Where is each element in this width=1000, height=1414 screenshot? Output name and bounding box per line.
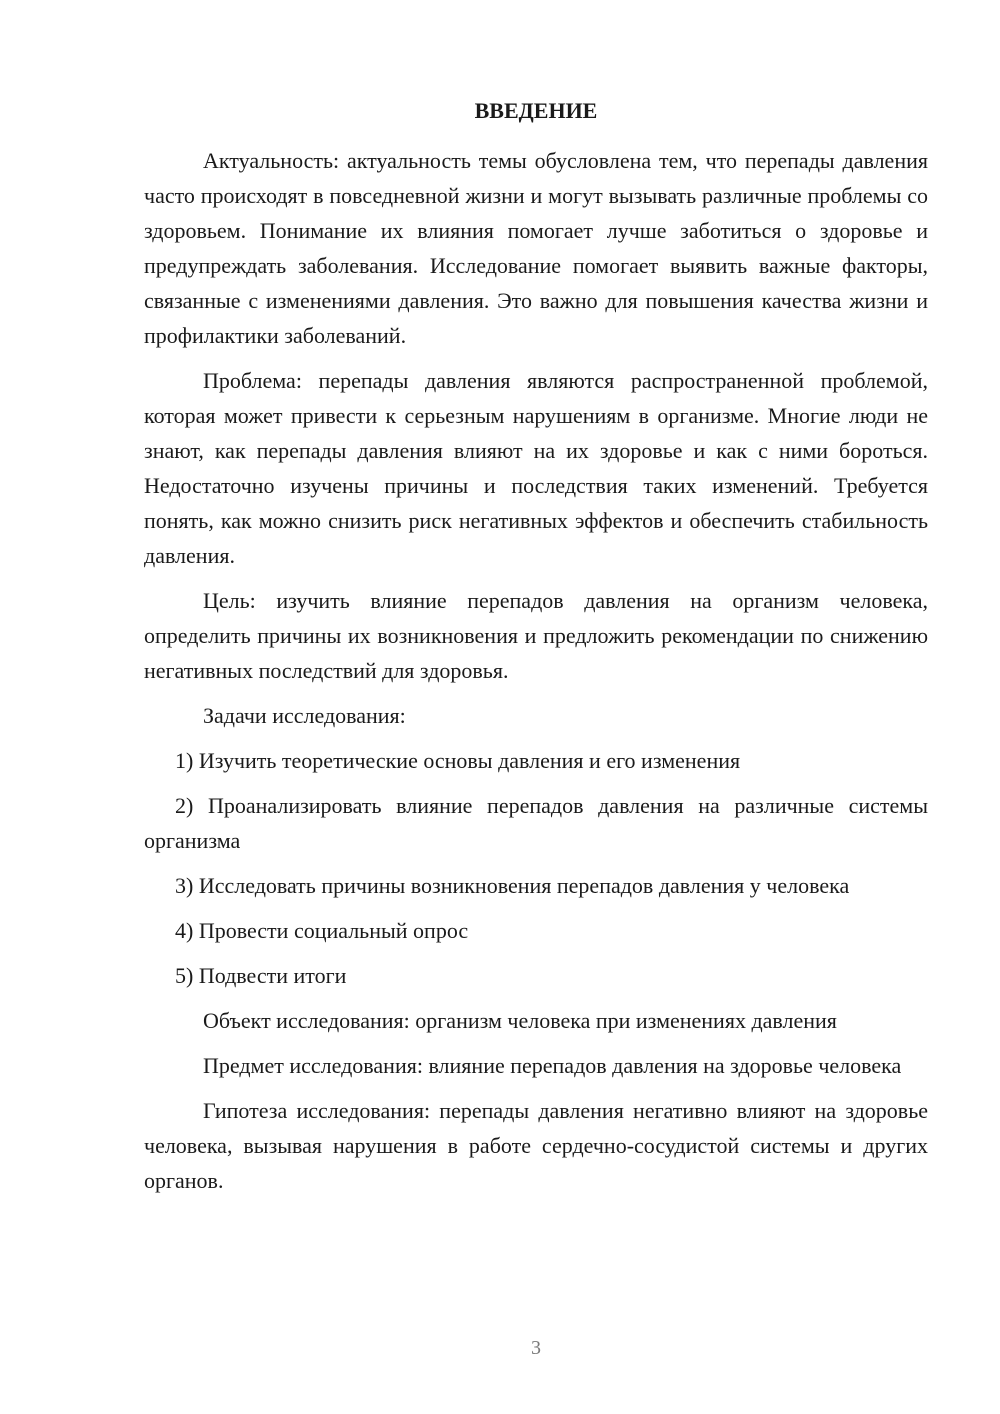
task-item-4: 4) Провести социальный опрос [175, 918, 469, 943]
research-subject-paragraph: Предмет исследования: влияние перепадов давления на здоровье человека [203, 1053, 902, 1078]
goal-paragraph: Цель: изучить влияние перепадов давления на организм человека, определить причины их возникновения и предложить рекомендации по снижению негативных последствий для здоровья. [144, 588, 928, 683]
research-hypothesis-paragraph: Гипотеза исследования: перепады давления негативно влияют на здоровье человека, вызывая нарушения в работе сердечно-сосудистой системы и других органов. [144, 1098, 928, 1193]
page-number: 3 [531, 1337, 541, 1359]
document-body [144, 143, 928, 1208]
tasks-title: Задачи исследования: [203, 703, 406, 728]
task-item-2: 2) Проанализировать влияние перепадов давления на различные системы организма [144, 793, 928, 853]
research-object-paragraph: Объект исследования: организм человека при изменениях давления [203, 1008, 837, 1033]
problem-paragraph: Проблема: перепады давления являются распространенной проблемой, которая может привести к серьезным нарушениям в организме. Многие люди не знают, как перепады давления влияют на их здоровье и как с ними бороться. Недостаточно изучены причины и последствия таких изменений. Требуется понять, как можно снизить риск негативных эффектов и обеспечить стабильность давления. [144, 368, 928, 568]
task-item-3: 3) Исследовать причины возникновения перепадов давления у человека [175, 873, 850, 898]
page-title: ВВЕДЕНИЕ [474, 98, 598, 123]
task-item-1: 1) Изучить теоретические основы давления и его изменения [175, 748, 741, 773]
relevance-paragraph: Актуальность: актуальность темы обусловлена тем, что перепады давления часто происходят в повседневной жизни и могут вызывать различные проблемы со здоровьем. Понимание их влияния помогает лучше заботиться о здоровье и предупреждать заболевания. Исследование помогает выявить важные факторы, связанные с изменениями давления. Это важно для повышения качества жизни и профилактики заболеваний. [144, 148, 928, 348]
task-item-5: 5) Подвести итоги [175, 963, 347, 988]
